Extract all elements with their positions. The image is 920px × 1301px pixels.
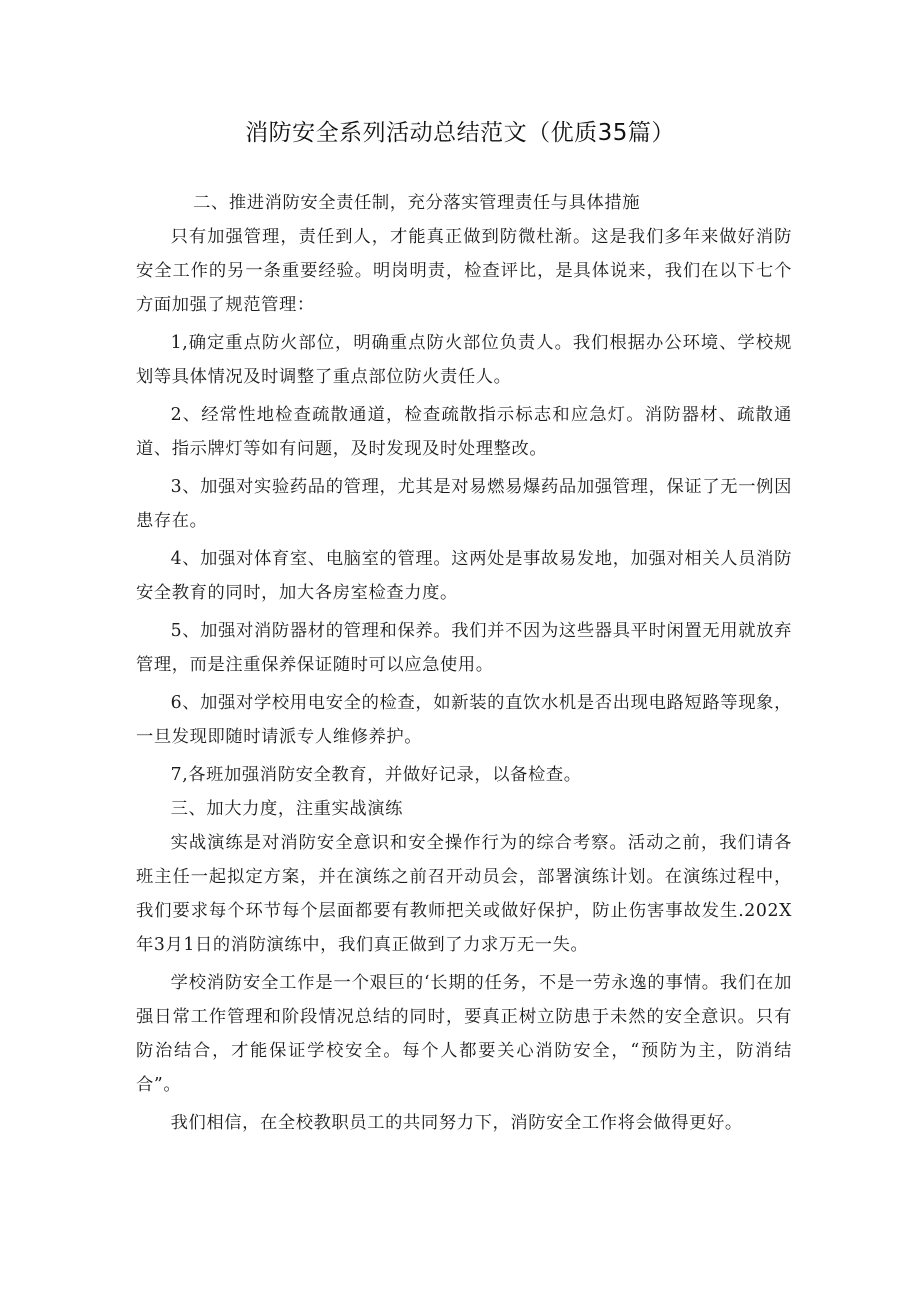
list-item-2: 2、经常性地检查疏散通道，检查疏散指示标志和应急灯。消防器材、疏散通道、指示牌灯等如有问题，及时发现及时处理整改。	[136, 405, 792, 459]
list-item-1: 1,确定重点防火部位，明确重点防火部位负责人。我们根据办公环境、学校规划等具体情况及时调整了重点部位防火责任人。	[136, 333, 792, 387]
section-heading-3: 三、加大力度，注重实战演练	[170, 799, 404, 819]
list-item-4: 4、加强对体育室、电脑室的管理。这两处是事故易发地，加强对相关人员消防安全教育的同时，加大各房室检查力度。	[136, 549, 792, 603]
paragraph-summary: 学校消防安全工作是一个艰巨的‘长期的任务，不是一劳永逸的事情。我们在加强日常工作管理和阶段情况总结的同时，要真正树立防患于未然的安全意识。只有防治结合，才能保证学校安全。每个人都要关心消防安全，“预防为主，防消结合”。	[136, 973, 792, 1095]
list-item-3: 3、加强对实验药品的管理，尤其是对易燃易爆药品加强管理，保证了无一例因患存在。	[136, 477, 792, 531]
paragraph-drill: 实战演练是对消防安全意识和安全操作行为的综合考察。活动之前，我们请各班主任一起拟定方案，并在演练之前召开动员会，部署演练计划。在演练过程中，我们要求每个环节每个层面都要有教师把关或做好保护，防止伤害事故发生.202X年3月1日的消防演练中，我们真正做到了力求万无一失。	[136, 833, 792, 955]
paragraph-intro: 只有加强管理，责任到人，才能真正做到防微杜渐。这是我们多年来做好消防安全工作的另一条重要经验。明岗明责，检查评比，是具体说来，我们在以下七个方面加强了规范管理：	[136, 227, 792, 315]
list-item-6: 6、加强对学校用电安全的检查，如新装的直饮水机是否出现电路短路等现象，一旦发现即随时请派专人维修养护。	[136, 693, 792, 747]
document-title: 消防安全系列活动总结范文（优质35篇）	[245, 120, 675, 146]
section-heading-2: 二、推进消防安全责任制，充分落实管理责任与具体措施	[193, 193, 641, 213]
list-item-5: 5、加强对消防器材的管理和保养。我们并不因为这些器具平时闲置无用就放弃管理，而是注重保养保证随时可以应急使用。	[136, 621, 792, 675]
document-body	[136, 186, 792, 1140]
list-item-7: 7,各班加强消防安全教育，并做好记录，以备检查。	[170, 765, 582, 785]
paragraph-closing: 我们相信，在全校教职员工的共同努力下，消防安全工作将会做得更好。	[170, 1113, 743, 1133]
